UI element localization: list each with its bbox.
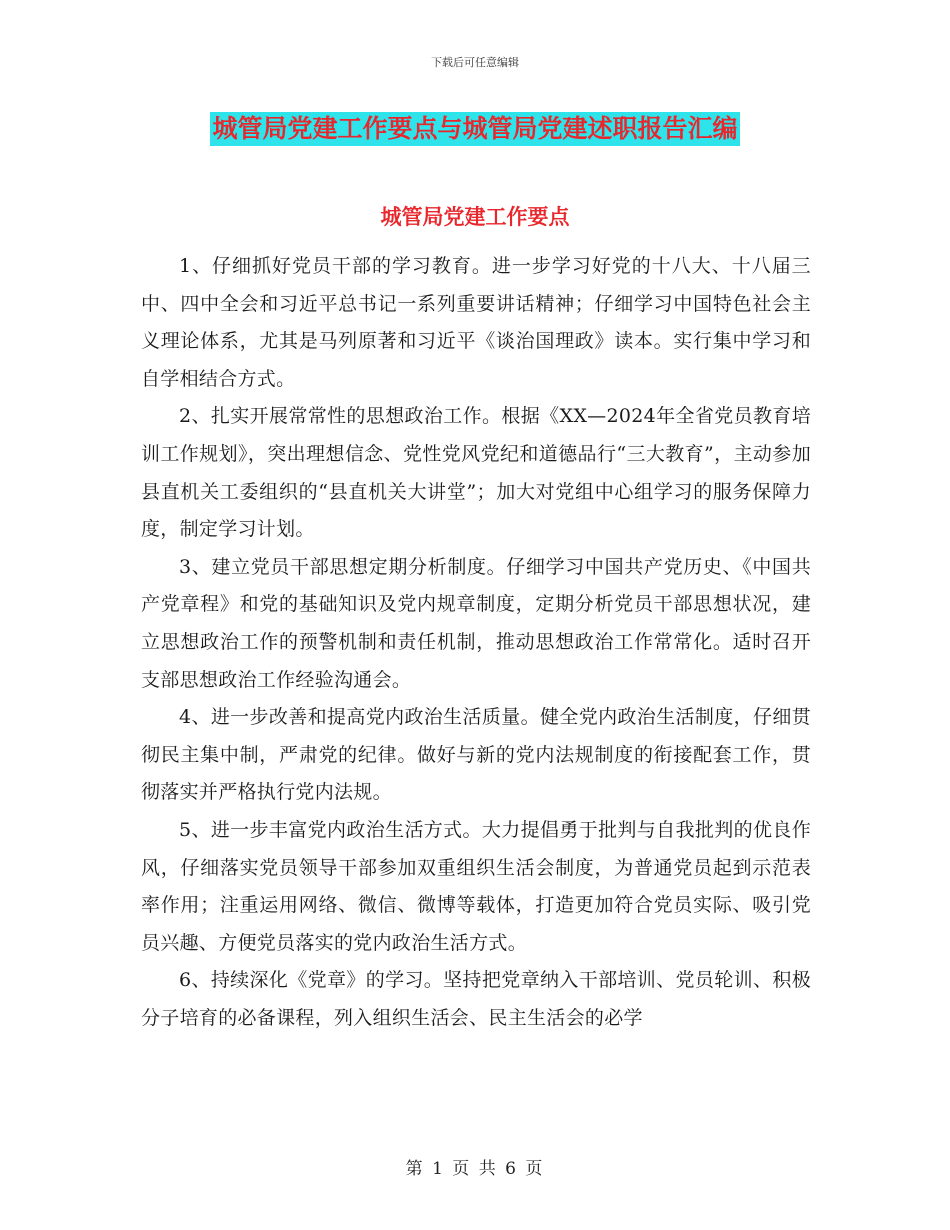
paragraph-4: 4、进一步改善和提高党内政治生活质量。健全党内政治生活制度，仔细贯彻民主集中制，严肃党的纪律。做好与新的党内法规制度的衔接配套工作，贯彻落实并严格执行党内法规。 [141, 706, 811, 804]
paragraph-1: 1、仔细抓好党员干部的学习教育。进一步学习好党的十八大、十八届三中、四中全会和习近平总书记一系列重要讲话精神；仔细学习中国特色社会主义理论体系，尤其是马列原著和习近平《谈治国理政》读本。实行集中学习和自学相结合方式。 [141, 255, 811, 390]
document-body [141, 248, 811, 1037]
paragraph-6: 6、持续深化《党章》的学习。坚持把党章纳入干部培训、党员轮训、积极分子培育的必备课程，列入组织生活会、民主生活会的必学 [141, 969, 811, 1029]
section-title: 城管局党建工作要点 [380, 204, 570, 229]
page-footer: 第 1 页 共 6 页 [405, 1159, 545, 1179]
paragraph-5: 5、进一步丰富党内政治生活方式。大力提倡勇于批判与自我批判的优良作风，仔细落实党员领导干部参加双重组织生活会制度，为普通党员起到示范表率作用；注重运用网络、微信、微博等载体，打造更加符合党员实际、吸引党员兴趣、方便党员落实的党内政治生活方式。 [141, 818, 811, 954]
paragraph-3: 3、建立党员干部思想定期分析制度。仔细学习中国共产党历史、《中国共产党章程》和党的基础知识及党内规章制度，定期分析党员干部思想状况，建立思想政治工作的预警机制和责任机制，推动思想政治工作常常化。适时召开支部思想政治工作经验沟通会。 [141, 555, 811, 691]
header-note: 下载后可任意编辑 [431, 56, 519, 69]
document-title: 城管局党建工作要点与城管局党建述职报告汇编 [210, 112, 739, 146]
main-title-wrapper [0, 112, 950, 146]
paragraph-2: 2、扎实开展常常性的思想政治工作。根据《XX—2024年全省党员教育培训工作规划》，突出理想信念、党性党风党纪和道德品行“三大教育”，主动参加县直机关工委组织的“县直机关大讲堂”；加大对党组中心组学习的服务保障力度，制定学习计划。 [141, 405, 811, 541]
